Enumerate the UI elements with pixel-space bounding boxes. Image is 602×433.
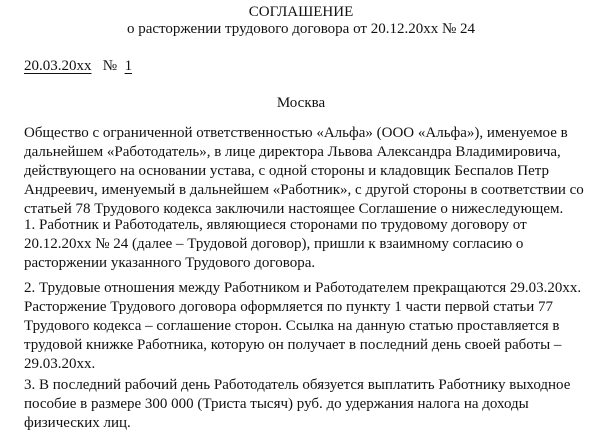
paragraph-line: статьей 78 Трудового кодекса заключили настоящее Соглашение о нижеследующем. [24, 201, 564, 217]
paragraph-line: 2. Трудовые отношения между Работником и Работодателем прекращаются 29.03.20xx. [24, 280, 582, 296]
paragraph-line: Трудового кодекса – соглашение сторон. Ссылка на данную статью проставляется в [24, 318, 560, 334]
paragraph-line: Андреевич, именуемый в дальнейшем «Работник», с другой стороны в соответствии со [24, 182, 584, 198]
paragraph-line: Расторжение Трудового договора оформляется по пункту 1 части первой статьи 77 [24, 299, 554, 315]
paragraph-line: действующего на основании устава, с одной стороны и кладовщик Беспалов Петр [24, 163, 549, 179]
paragraph-line: физических лиц. [24, 415, 131, 431]
paragraph-line: 20.12.20xx № 24 (далее – Трудовой договор), пришли к взаимному согласию о [24, 236, 524, 252]
clause-3-paragraph [24, 376, 599, 433]
document-number-sign: № [102, 58, 118, 74]
paragraph-line: 1. Работник и Работодатель, являющиеся сторонами по трудовому договору от [24, 217, 527, 233]
document-title: СОГЛАШЕНИЕ [248, 4, 354, 20]
document-city: Москва [276, 95, 326, 111]
clause-1-paragraph [24, 216, 599, 273]
paragraph-line: дальнейшем «Работодатель», в лице директора Львова Александра Владимировича, [24, 144, 561, 160]
document-date-row [24, 56, 132, 76]
paragraph-line: расторжении указанного Трудового договора. [24, 255, 316, 271]
paragraph-line: трудовой книжке Работника, которую он получает в последний день своей работы – [24, 337, 562, 353]
paragraph-line: 3. В последний рабочий день Работодатель обязуется выплатить Работнику выходное [24, 377, 571, 393]
document-number: 1 [124, 58, 133, 74]
paragraph-line: 29.03.20xx. [24, 356, 96, 372]
document-date: 20.03.20xx [24, 58, 92, 74]
paragraph-line: пособие в размере 300 000 (Триста тысяч) руб. до удержания налога на доходы [24, 396, 529, 412]
preamble-paragraph [24, 124, 599, 219]
document-subtitle: о расторжении трудового договора от 20.12.20xx № 24 [126, 21, 476, 37]
clause-2-paragraph [24, 279, 599, 374]
paragraph-line: Общество с ограниченной ответственностью «Альфа» (ООО «Альфа»), именуемое в [24, 125, 568, 141]
